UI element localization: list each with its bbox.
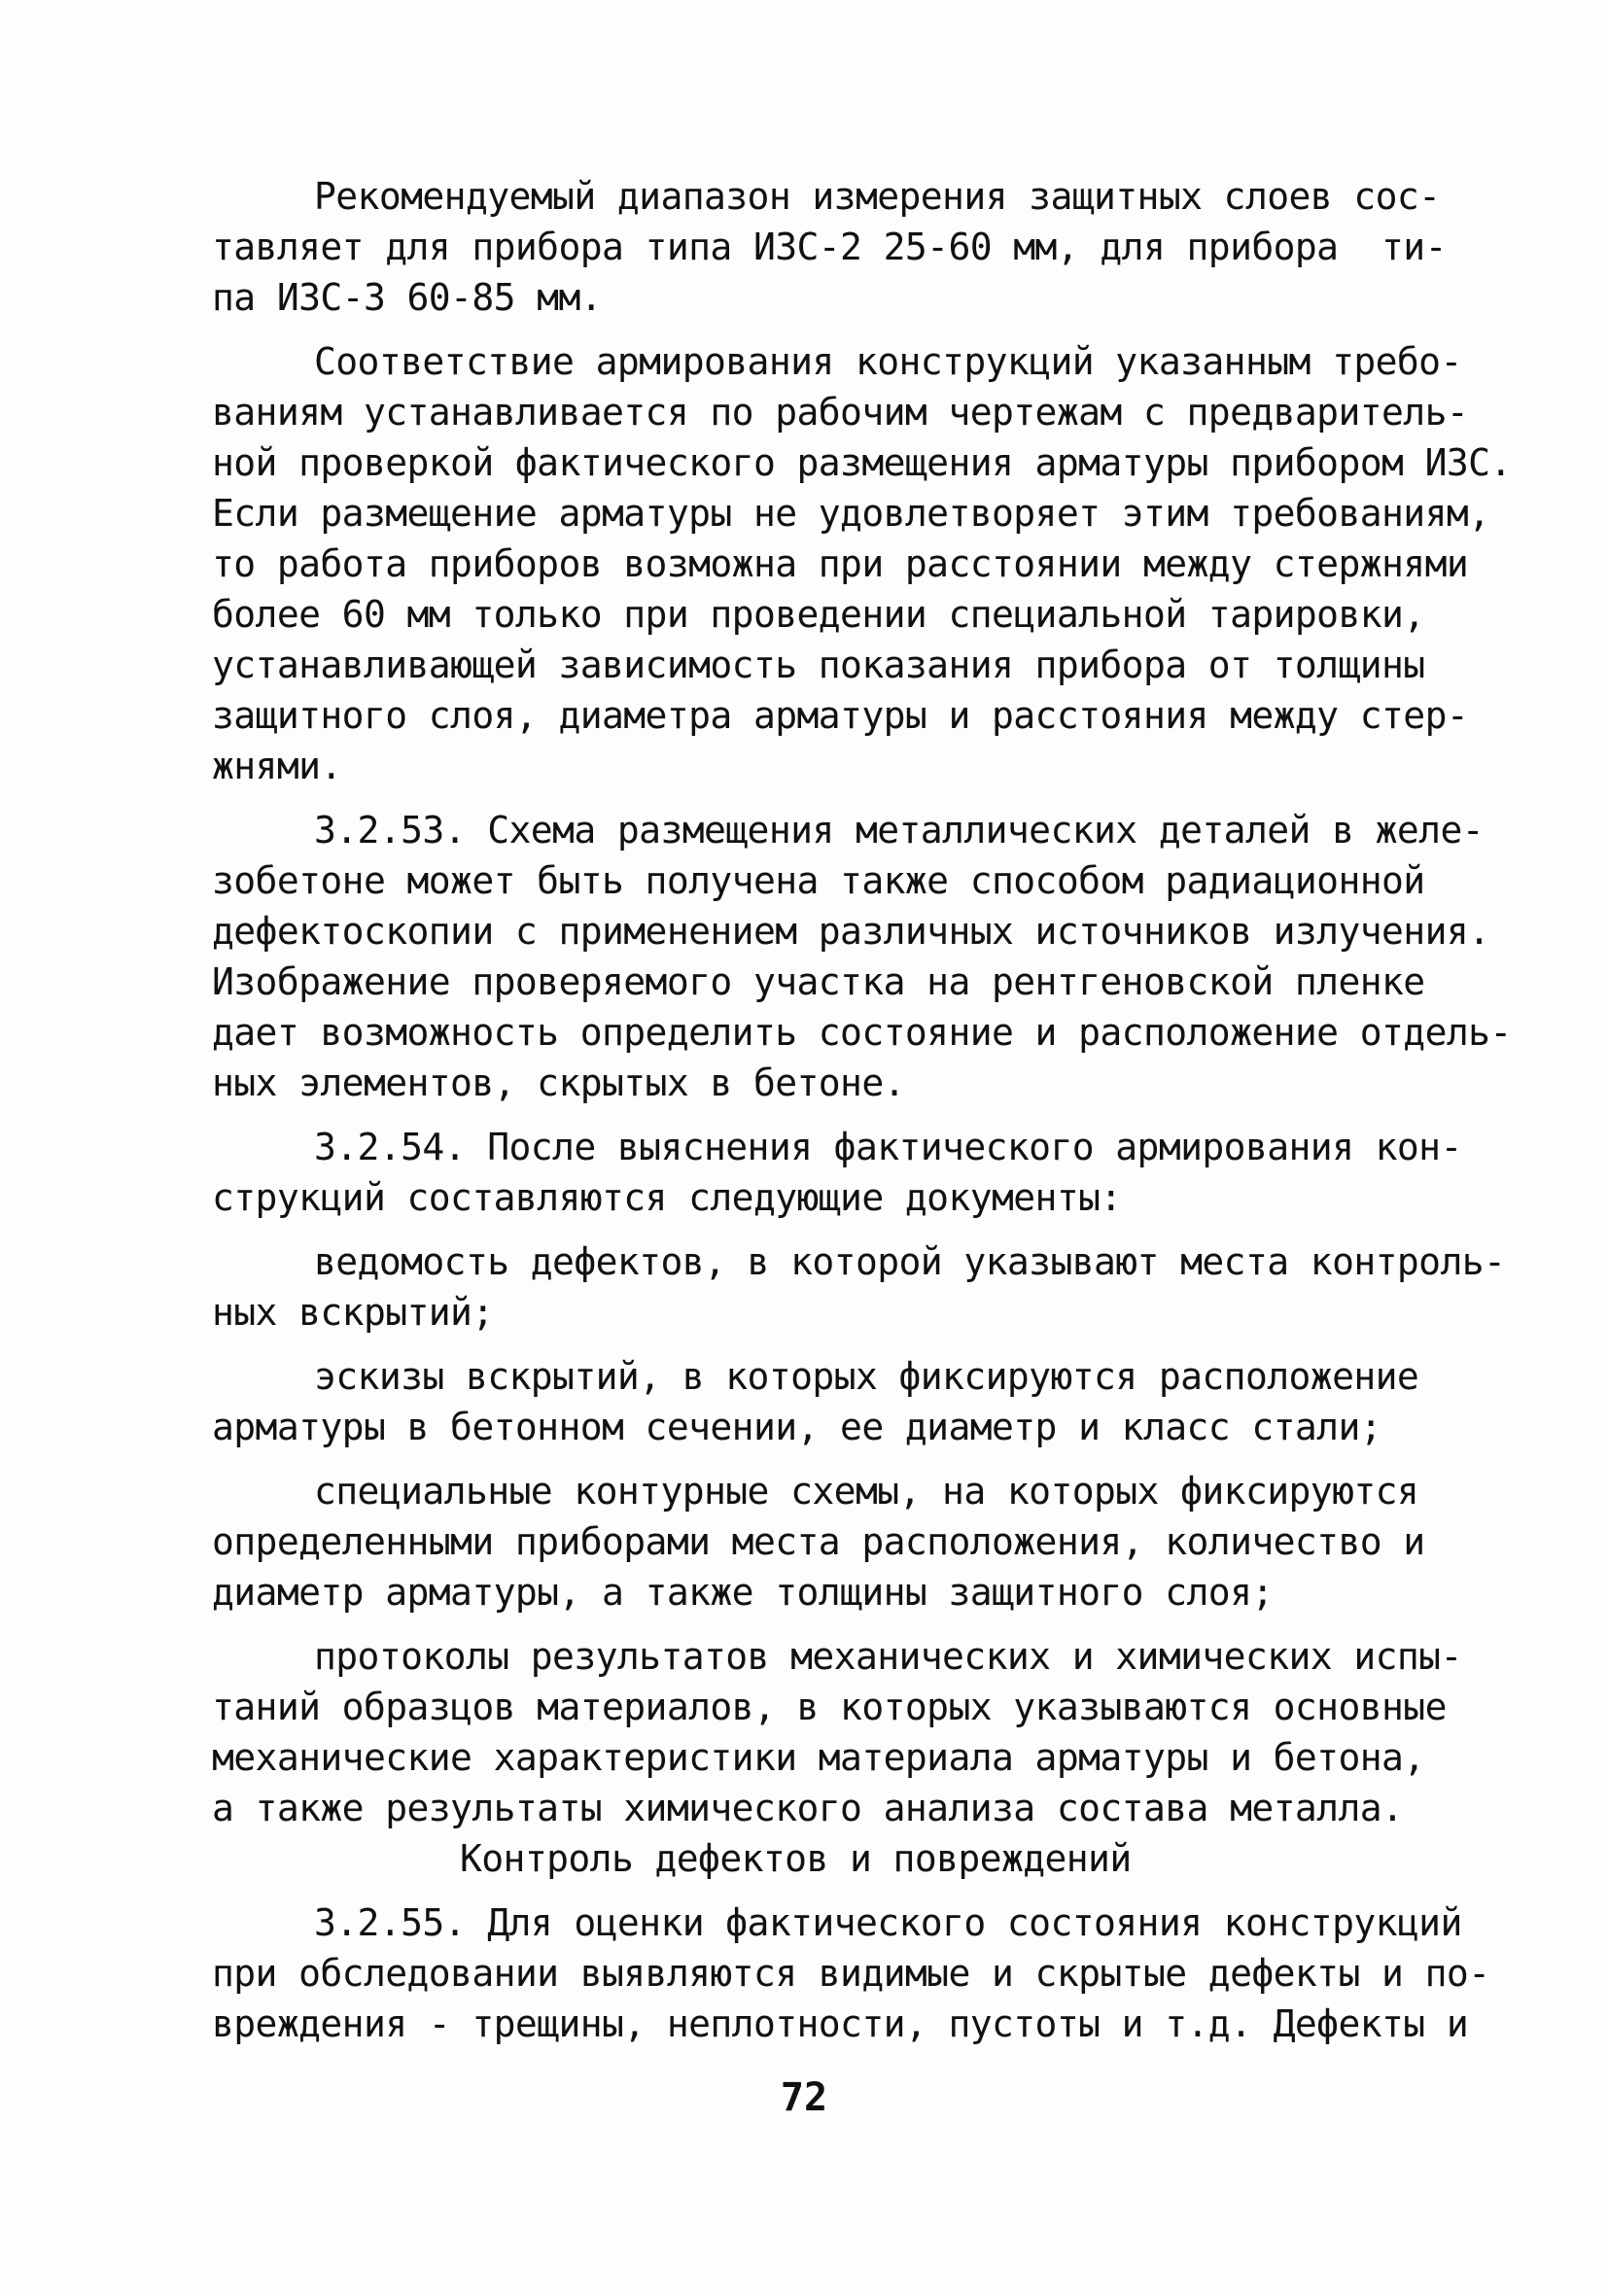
text-line: ных вскрытий; [212,1291,494,1334]
paragraph-measurement-range [212,171,1447,323]
paragraph-3-2-55 [212,1897,1490,2049]
text-line: эскизы вскрытий, в которых фиксируются расположение [314,1355,1419,1398]
paragraph-3-2-54 [212,1122,1462,1223]
text-line: Изображение проверяемого участка на рентгеновской пленке [212,960,1425,1003]
text-line: Рекомендуемый диапазон измерения защитных слоев сос- [314,175,1441,218]
text-line: па ИЗС-3 60-85 мм. [212,276,603,319]
page-number: 72 [780,2075,828,2120]
text-line: ной проверкой фактического размещения арматуры прибором ИЗС. [212,441,1512,484]
text-line: дает возможность определить состояние и расположение отдель- [212,1011,1512,1054]
text-line: протоколы результатов механических и химических испы- [314,1635,1462,1678]
text-line: Соответствие армирования конструкций указанным требо- [314,340,1462,383]
text-line: жнями. [212,745,342,787]
text-line: 3.2.53. Схема размещения металлических деталей в желе- [314,809,1485,852]
text-line: ных элементов, скрытых в бетоне. [212,1061,905,1104]
paragraph-3-2-53 [212,805,1512,1108]
text-line: вреждения - трещины, неплотности, пустоты и т.д. Дефекты и [212,2002,1469,2045]
text-line: а также результаты химического анализа состава металла. [212,1787,1404,1829]
text-line: защитного слоя, диаметра арматуры и расстояния между стер- [212,694,1469,737]
text-line: диаметр арматуры, а также толщины защитного слоя; [212,1571,1274,1614]
text-line: ваниям устанавливается по рабочим чертежам с предваритель- [212,391,1469,434]
paragraph-reinforcement-compliance [212,336,1512,791]
text-line: Если размещение арматуры не удовлетворяет этим требованиям, [212,492,1490,535]
text-line: арматуры в бетонном сечении, ее диаметр и класс стали; [212,1406,1382,1448]
text-line: механические характеристики материала арматуры и бетона, [212,1736,1425,1779]
text-line: определенными приборами места расположения, количество и [212,1520,1425,1563]
text-line: струкций составляются следующие документы: [212,1176,1122,1219]
section-heading: Контроль дефектов и повреждений [460,1837,1132,1880]
list-item-contour-schemes [212,1466,1427,1618]
list-item-defect-statement [212,1236,1506,1338]
text-line: устанавливающей зависимость показания прибора от толщины [212,644,1425,686]
text-line: специальные контурные схемы, на которых фиксируются [314,1470,1419,1513]
text-line: дефектоскопии с применением различных источников излучения. [212,910,1490,953]
body-text [212,171,1512,2063]
text-line: таний образцов материалов, в которых указываются основные [212,1686,1447,1728]
text-line: то работа приборов возможна при расстоянии между стержнями [212,542,1469,585]
text-line: тавляет для прибора типа ИЗС-2 25-60 мм, для прибора ти- [212,226,1447,268]
text-line: зобетоне может быть получена также способом радиационной [212,859,1425,902]
text-line: более 60 мм только при проведении специальной тарировки, [212,593,1425,636]
list-item-opening-sketches [212,1351,1427,1452]
text-line: при обследовании выявляются видимые и скрытые дефекты и по- [212,1952,1490,1995]
text-line: 3.2.54. После выяснения фактического армирования кон- [314,1126,1462,1168]
list-item-test-protocols [212,1631,1462,1833]
text-line: ведомость дефектов, в которой указывают места контроль- [314,1240,1506,1283]
text-line: 3.2.55. Для оценки фактического состояния конструкций [314,1901,1462,1944]
